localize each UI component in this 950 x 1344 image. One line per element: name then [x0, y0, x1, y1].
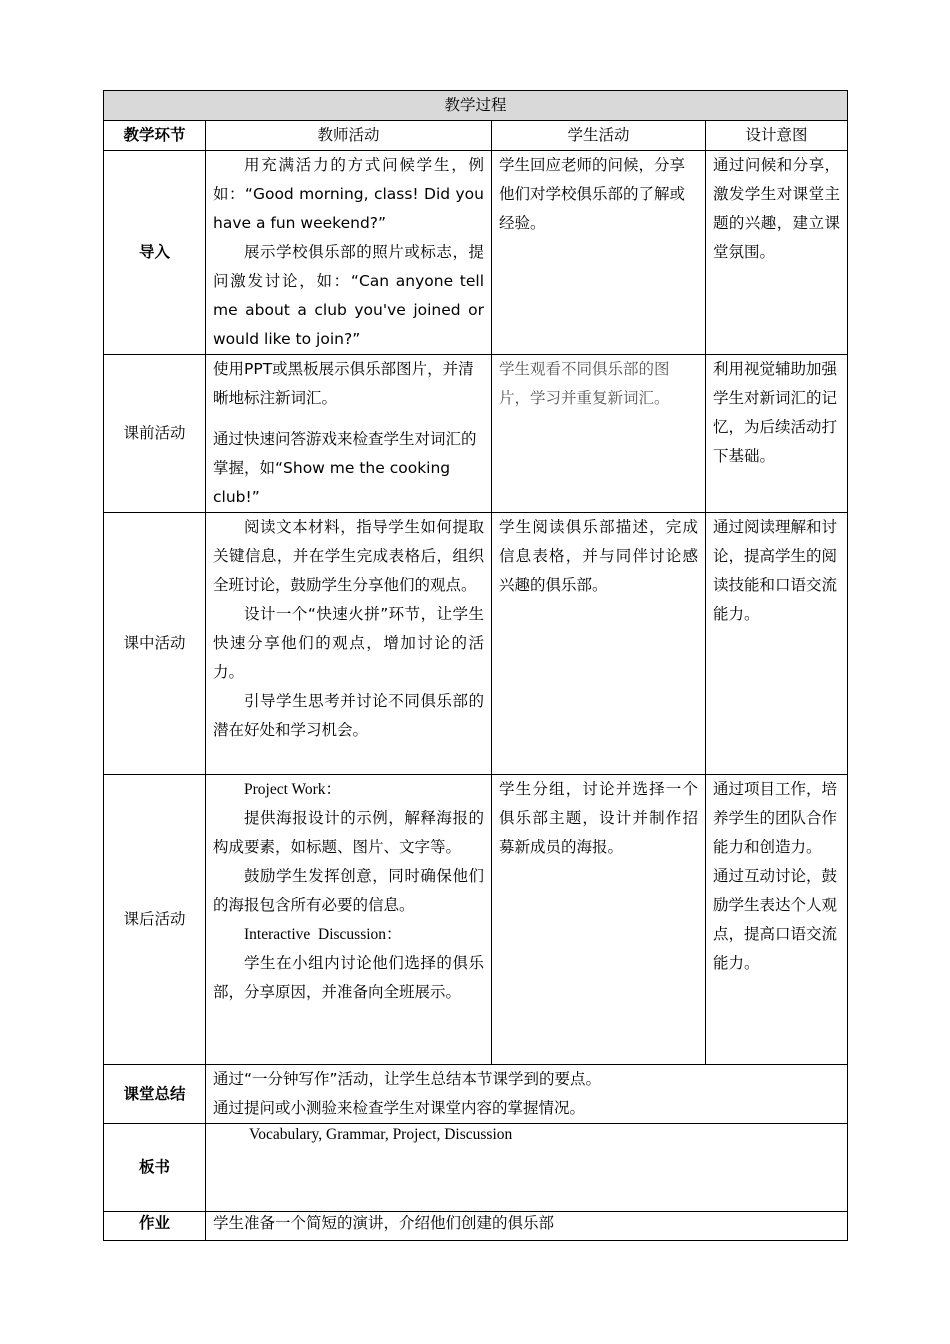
- row-board: [104, 1124, 848, 1212]
- row-homework: [104, 1212, 848, 1241]
- intro-teacher-p1: 用充满活力的方式问候学生，例如：“Good morning, class! Did you have a fun weekend?”: [213, 156, 484, 232]
- stage-pre: 课前活动: [104, 355, 206, 513]
- lesson-process-table: [103, 90, 848, 1241]
- stage-homework: 作业: [104, 1212, 206, 1241]
- row-summary: [104, 1065, 848, 1124]
- stage-intro: 导入: [104, 151, 206, 355]
- row-intro: [104, 151, 848, 355]
- during-teacher-p3: 引导学生思考并讨论不同俱乐部的潜在好处和学习机会。: [213, 692, 484, 739]
- intro-design-cell: [706, 151, 848, 355]
- pre-student: 学生观看不同俱乐部的图片，学习并重复新词汇。: [499, 360, 670, 407]
- during-design: 通过阅读理解和讨论，提高学生的阅读技能和口语交流能力。: [713, 518, 838, 623]
- post-teacher-p3: 鼓励学生发挥创意，同时确保他们的海报包含所有必要的信息。: [213, 867, 484, 914]
- pre-student-cell: [492, 355, 706, 513]
- post-student-cell: [492, 775, 706, 1065]
- header-student: 学生活动: [492, 121, 706, 151]
- post-teacher-cell: [206, 775, 492, 1065]
- during-student-cell: [492, 513, 706, 775]
- pre-teacher-p2: 通过快速问答游戏来检查学生对词汇的掌握，如“Show me the cooking club!”: [213, 430, 477, 506]
- pre-teacher-p1: 使用PPT或黑板展示俱乐部图片，并清晰地标注新词汇。: [213, 360, 474, 407]
- post-student: 学生分组，讨论并选择一个俱乐部主题，设计并制作招募新成员的海报。: [499, 780, 698, 856]
- intro-design: 通过问候和分享，激发学生对课堂主题的兴趣，建立课堂氛围。: [713, 156, 841, 261]
- post-design-cell: [706, 775, 848, 1065]
- row-during: [104, 513, 848, 775]
- post-design-p1: 通过项目工作，培养学生的团队合作能力和创造力。: [713, 780, 838, 856]
- post-teacher-p2: 提供海报设计的示例，解释海报的构成要素，如标题、图片、文字等。: [213, 809, 484, 856]
- intro-student-cell: [492, 151, 706, 355]
- header-stage: 教学环节: [104, 121, 206, 151]
- row-post: [104, 775, 848, 1065]
- intro-teacher-p2: 展示学校俱乐部的照片或标志，提问激发讨论，如：“Can anyone tell me about a club you've joined or would like to join?”: [213, 243, 484, 348]
- table-title: 教学过程: [104, 91, 848, 121]
- during-teacher-p1: 阅读文本材料，指导学生如何提取关键信息，并在学生完成表格后，组织全班讨论，鼓励学生分享他们的观点。: [213, 518, 484, 594]
- summary-cell: [206, 1065, 848, 1124]
- row-pre: [104, 355, 848, 513]
- header-teacher: 教师活动: [206, 121, 492, 151]
- during-teacher-p2: 设计一个“快速火拼”环节，让学生快速分享他们的观点，增加讨论的活力。: [213, 605, 484, 681]
- header-design: 设计意图: [706, 121, 848, 151]
- during-design-cell: [706, 513, 848, 775]
- pre-design: 利用视觉辅助加强学生对新词汇的记忆，为后续活动打下基础。: [713, 360, 838, 465]
- post-teacher-p5: 学生在小组内讨论他们选择的俱乐部，分享原因，并准备向全班展示。: [213, 954, 484, 1001]
- summary-line2: 通过提问或小测验来检查学生对课堂内容的掌握情况。: [213, 1099, 586, 1117]
- post-design-p2: 通过互动讨论，鼓励学生表达个人观点，提高口语交流能力。: [713, 867, 838, 972]
- pre-design-cell: [706, 355, 848, 513]
- homework-content: 学生准备一个简短的演讲，介绍他们创建的俱乐部: [206, 1212, 848, 1241]
- during-teacher-cell: [206, 513, 492, 775]
- pre-teacher-cell: [206, 355, 492, 513]
- summary-line1: 通过“一分钟写作”活动，让学生总结本节课学到的要点。: [213, 1070, 602, 1088]
- stage-post: 课后活动: [104, 775, 206, 1065]
- intro-teacher-cell: [206, 151, 492, 355]
- table-title-row: [104, 91, 848, 121]
- header-row: [104, 121, 848, 151]
- post-teacher-p4: Interactive Discussion：: [244, 926, 402, 943]
- post-teacher-p1: Project Work：: [244, 781, 342, 798]
- board-content: Vocabulary, Grammar, Project, Discussion: [206, 1124, 848, 1212]
- stage-during: 课中活动: [104, 513, 206, 775]
- stage-summary: 课堂总结: [104, 1065, 206, 1124]
- stage-board: 板书: [104, 1124, 206, 1212]
- during-student: 学生阅读俱乐部描述，完成信息表格，并与同伴讨论感兴趣的俱乐部。: [499, 518, 698, 594]
- intro-student: 学生回应老师的问候，分享他们对学校俱乐部的了解或经验。: [499, 156, 686, 232]
